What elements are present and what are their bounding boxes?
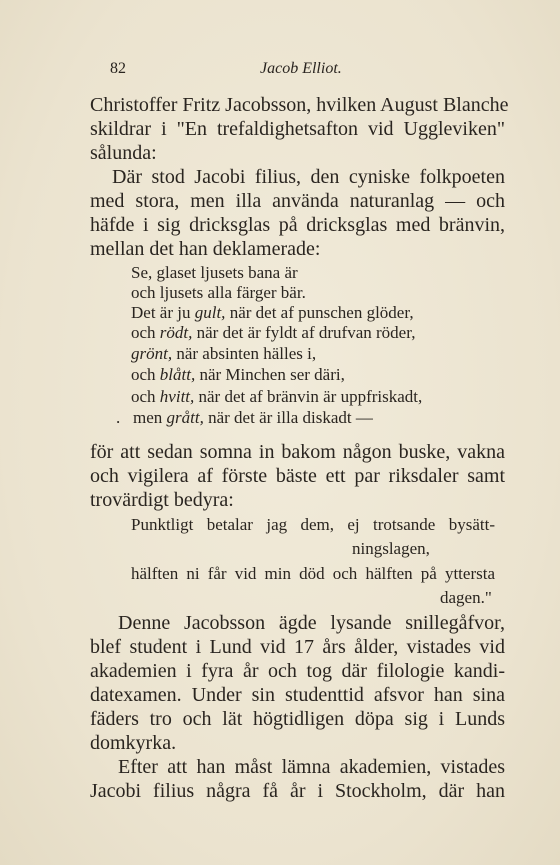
para2-line-2: med stora, men illa använda naturanlag — och xyxy=(90,190,505,212)
para1-line-3: sålunda: xyxy=(90,142,157,164)
quote-line-4: dagen." xyxy=(440,588,492,607)
color-word-gratt: grått, xyxy=(166,408,204,427)
para5-line-2: Jacobi filius några få år i Stockholm, där han xyxy=(90,780,505,802)
para3-line-3: trovärdigt bedyra: xyxy=(90,489,234,511)
color-word-hvitt: hvitt, xyxy=(159,387,195,406)
para4-line-5: fäders tro och lät högtidligen döpa sig i Lunds xyxy=(90,708,505,730)
poem-line-6: och blått, när Minchen ser däri, xyxy=(131,365,345,384)
para2-line-1: Där stod Jacobi filius, den cyniske folkpoeten xyxy=(112,166,505,188)
margin-mark: . xyxy=(116,408,121,427)
para4-line-2: blef student i Lund vid 17 års ålder, vistades vid xyxy=(90,636,505,658)
quote-line-1: Punktligt betalar jag dem, ej trotsande bysätt- xyxy=(131,515,495,534)
para1-line-2: skildrar i "En trefaldighetsafton vid Uggleviken" xyxy=(90,118,505,140)
poem-line-5: grönt, när absinten hälles i, xyxy=(131,344,317,363)
para2-line-3: häfde i sig dricksglas på dricksglas med bränvin, xyxy=(90,214,505,236)
para5-line-1: Efter att han måst lämna akademien, vistades xyxy=(118,756,505,778)
para4-line-3: akademien i fyra år och tog där filologie kandi- xyxy=(90,660,505,682)
para3-line-2: och vigilera af förste bäste ett par riksdaler samt xyxy=(90,465,505,487)
para2-line-4: mellan det han deklamerade: xyxy=(90,238,321,260)
quote-line-3: hälften ni får vid min död och hälften på yttersta xyxy=(131,564,495,583)
color-word-blatt: blått, xyxy=(159,365,196,384)
poem-line-3: Det är ju gult, när det af punschen glöder, xyxy=(131,303,414,322)
poem-line-1: Se, glaset ljusets bana är xyxy=(131,263,298,282)
color-word-gult: gult, xyxy=(194,303,226,322)
poem-line-7: och hvitt, när det af bränvin är uppfriskadt, xyxy=(131,387,423,406)
running-head: Jacob Elliot. xyxy=(260,60,342,77)
poem-line-8: . men grått, när det är illa diskadt — xyxy=(116,408,373,427)
color-word-gront: grönt, xyxy=(131,344,173,363)
para4-line-4: datexamen. Under sin studenttid afsvor han sina xyxy=(90,684,505,706)
page-header xyxy=(110,60,500,82)
color-word-rodt: rödt, xyxy=(159,323,193,342)
para1-line-1: Christoffer Fritz Jacobsson, hvilken August Blanche xyxy=(90,94,509,116)
para3-line-1: för att sedan somna in bakom någon buske, vakna xyxy=(90,441,505,463)
poem-line-2: och ljusets alla färger bär. xyxy=(131,283,306,302)
poem-line-4: och rödt, när det är fyldt af drufvan röder, xyxy=(131,323,416,342)
quote-line-2: ningslagen, xyxy=(352,539,430,558)
para4-line-1: Denne Jacobsson ägde lysande snillegåfvor, xyxy=(118,612,505,634)
para4-line-6: domkyrka. xyxy=(90,732,177,754)
page-number: 82 xyxy=(110,60,126,77)
